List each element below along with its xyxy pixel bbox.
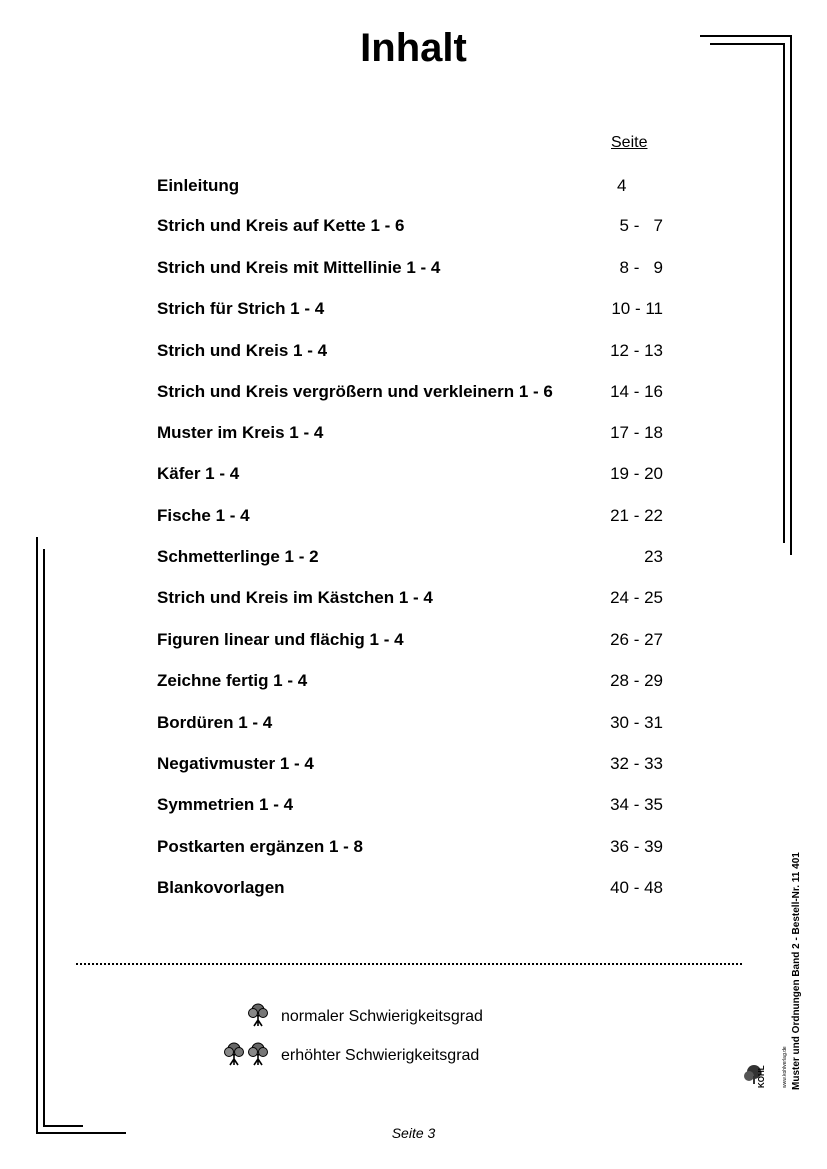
legend-label: erhöhter Schwierigkeitsgrad bbox=[281, 1047, 480, 1064]
toc-entry-title: Blankovorlagen bbox=[157, 878, 285, 897]
page-column-header: Seite bbox=[611, 134, 648, 151]
toc-entry-pages: 34 - 35 bbox=[610, 795, 663, 814]
toc-entry-title: Käfer 1 - 4 bbox=[157, 464, 240, 483]
toc-row bbox=[0, 671, 827, 693]
toc-entry-title: Postkarten ergänzen 1 - 8 bbox=[157, 837, 363, 856]
page-title: Inhalt bbox=[360, 26, 467, 70]
toc-row bbox=[0, 341, 827, 363]
toc-row bbox=[0, 216, 827, 238]
toc-row bbox=[0, 837, 827, 859]
toc-entry-pages: 30 - 31 bbox=[610, 713, 663, 732]
toc-entry-title: Zeichne fertig 1 - 4 bbox=[157, 671, 308, 690]
toc-row bbox=[0, 588, 827, 610]
toc-row bbox=[0, 382, 827, 404]
toc-entry-title: Strich und Kreis im Kästchen 1 - 4 bbox=[157, 588, 433, 607]
toc-row bbox=[0, 464, 827, 486]
toc-row bbox=[0, 258, 827, 280]
toc-entry-pages: 26 - 27 bbox=[610, 630, 663, 649]
toc-entry-title: Strich für Strich 1 - 4 bbox=[157, 299, 325, 318]
side-order-text: Muster und Ordnungen Band 2 - Bestell-Nr. 11 401 bbox=[791, 852, 802, 1090]
toc-entry-pages: 23 bbox=[644, 547, 663, 566]
toc-entry-title: Fische 1 - 4 bbox=[157, 506, 250, 525]
toc-entry-pages: 19 - 20 bbox=[610, 464, 663, 483]
toc-entry-pages: 12 - 13 bbox=[610, 341, 663, 360]
toc-entry-title: Strich und Kreis auf Kette 1 - 6 bbox=[157, 216, 405, 235]
toc-row bbox=[0, 176, 827, 198]
toc-row bbox=[0, 547, 827, 569]
toc-entry-title: Symmetrien 1 - 4 bbox=[157, 795, 294, 814]
toc-entry-pages: 32 - 33 bbox=[610, 754, 663, 773]
toc-row bbox=[0, 878, 827, 900]
toc-entry-pages: 21 - 22 bbox=[610, 506, 663, 525]
legend-icons bbox=[223, 1041, 271, 1072]
toc-row bbox=[0, 754, 827, 776]
toc-entry-pages: 8 - 9 bbox=[619, 258, 663, 277]
toc-entry-title: Strich und Kreis mit Mittellinie 1 - 4 bbox=[157, 258, 441, 277]
toc-row bbox=[0, 506, 827, 528]
legend-label: normaler Schwierigkeitsgrad bbox=[281, 1008, 483, 1025]
legend-item bbox=[0, 1002, 827, 1032]
toc-entry-title: Bordüren 1 - 4 bbox=[157, 713, 273, 732]
page-footer: Seite 3 bbox=[391, 1125, 436, 1141]
publisher-logo-graphic bbox=[742, 1020, 792, 1090]
toc-entry-pages: 24 - 25 bbox=[610, 588, 663, 607]
dotted-divider bbox=[76, 963, 742, 965]
toc-entry-title: Einleitung bbox=[157, 176, 240, 195]
toc-entry-pages: 5 - 7 bbox=[619, 216, 663, 235]
toc-entry-pages: 28 - 29 bbox=[610, 671, 663, 690]
toc-entry-title: Strich und Kreis vergrößern und verkleinern 1 - 6 bbox=[157, 382, 553, 401]
legend-icons bbox=[247, 1002, 271, 1033]
toc-entry-pages: 4 bbox=[617, 176, 627, 195]
publisher-name: KOHL bbox=[757, 1065, 766, 1088]
toc-entry-title: Schmetterlinge 1 - 2 bbox=[157, 547, 319, 566]
tree-icon bbox=[223, 1041, 245, 1067]
tree-icon bbox=[247, 1002, 269, 1028]
toc-entry-title: Figuren linear und flächig 1 - 4 bbox=[157, 630, 404, 649]
toc-entry-title: Strich und Kreis 1 - 4 bbox=[157, 341, 328, 360]
toc-entry-pages: 40 - 48 bbox=[610, 878, 663, 897]
publisher-logo bbox=[742, 1020, 792, 1090]
toc-row bbox=[0, 299, 827, 321]
legend-item bbox=[0, 1041, 827, 1071]
toc-row bbox=[0, 713, 827, 735]
toc-entry-pages: 17 - 18 bbox=[610, 423, 663, 442]
tree-icon bbox=[247, 1041, 269, 1067]
toc-entry-title: Negativmuster 1 - 4 bbox=[157, 754, 314, 773]
toc-entry-pages: 36 - 39 bbox=[610, 837, 663, 856]
publisher-website: www.kohlverlag.de bbox=[782, 1046, 788, 1088]
toc-entry-pages: 10 - 11 bbox=[611, 299, 663, 318]
toc-entry-title: Muster im Kreis 1 - 4 bbox=[157, 423, 324, 442]
toc-row bbox=[0, 795, 827, 817]
toc-row bbox=[0, 423, 827, 445]
toc-entry-pages: 14 - 16 bbox=[610, 382, 663, 401]
toc-row bbox=[0, 630, 827, 652]
